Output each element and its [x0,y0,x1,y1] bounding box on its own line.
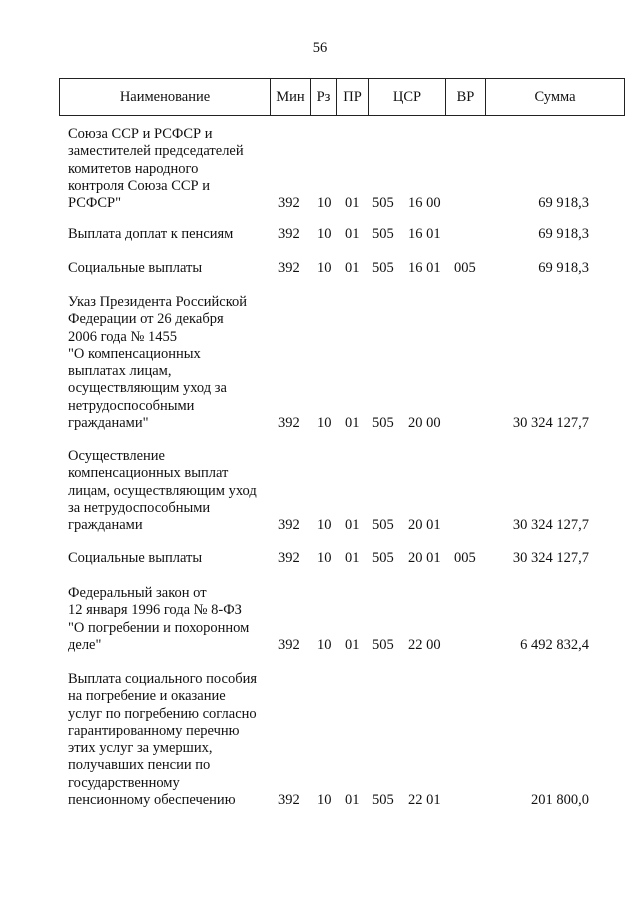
row-rz: 10 [317,550,332,566]
row-pr: 01 [345,550,360,566]
header-sum: Сумма [485,79,625,115]
row-min: 392 [278,792,300,808]
row-rz: 10 [317,637,332,653]
row-name: Социальные выплаты [68,550,203,566]
row-rz: 10 [317,260,332,276]
row-name: Осуществление компенсационных выплат лицам, осуществляющим уход за нетрудоспособными гражданами [68,448,257,534]
row-sum: 69 918,3 [538,260,589,276]
row-name: Социальные выплаты [68,260,203,276]
row-rz: 10 [317,195,332,211]
row-csr-code: 22 00 [408,637,441,653]
row-pr: 01 [345,195,360,211]
row-name: Федеральный закон от 12 января 1996 года № 8-ФЗ "О погребении и похоронном деле" [68,585,250,653]
header-min: Мин [270,79,310,115]
row-name: Выплата доплат к пенсиям [68,226,234,242]
row-sum: 30 324 127,7 [512,517,589,533]
row-pr: 01 [345,226,360,242]
row-csr-code: 20 01 [408,550,441,566]
row-rz: 10 [317,792,332,808]
header-name: Наименование [59,79,270,115]
row-csr-prefix: 505 [372,792,394,808]
row-csr-code: 22 01 [408,792,441,808]
row-pr: 01 [345,260,360,276]
row-sum: 201 800,0 [531,792,589,808]
header-rz: Рз [310,79,336,115]
row-pr: 01 [345,415,360,431]
row-csr-prefix: 505 [372,195,394,211]
header-vr: ВР [445,79,485,115]
row-csr-prefix: 505 [372,415,394,431]
row-rz: 10 [317,226,332,242]
row-csr-code: 20 01 [408,517,441,533]
row-rz: 10 [317,517,332,533]
row-sum: 30 324 127,7 [512,415,589,431]
row-vr: 005 [454,550,476,566]
row-name: Выплата социального пособия на погребение и оказание услуг по погребению согласно гарантированному перечню этих услуг за умерших, получавших пенсии по государственному пенсионному обеспечению [68,671,257,809]
row-name: Указ Президента Российской Федерации от 26 декабря 2006 года № 1455 "О компенсационных выплатах лицам, осуществляющим уход за нетрудоспособными гражданами" [68,294,248,432]
row-csr-prefix: 505 [372,517,394,533]
row-sum: 69 918,3 [538,195,589,211]
row-min: 392 [278,415,300,431]
row-min: 392 [278,195,300,211]
row-name: Союза ССР и РСФСР и заместителей председателей комитетов народного контроля Союза ССР и РСФСР" [68,126,244,212]
row-csr-prefix: 505 [372,637,394,653]
row-csr-code: 16 01 [408,260,441,276]
row-min: 392 [278,517,300,533]
row-vr: 005 [454,260,476,276]
row-csr-prefix: 505 [372,226,394,242]
row-csr-code: 16 01 [408,226,441,242]
row-csr-prefix: 505 [372,260,394,276]
row-csr-prefix: 505 [372,550,394,566]
row-sum: 30 324 127,7 [512,550,589,566]
row-min: 392 [278,550,300,566]
row-pr: 01 [345,792,360,808]
page-number: 56 [312,40,328,56]
row-sum: 6 492 832,4 [520,637,589,653]
row-pr: 01 [345,517,360,533]
row-min: 392 [278,226,300,242]
row-csr-code: 20 00 [408,415,441,431]
header-csr: ЦСР [368,79,445,115]
row-min: 392 [278,260,300,276]
row-csr-code: 16 00 [408,195,441,211]
row-pr: 01 [345,637,360,653]
row-min: 392 [278,637,300,653]
row-rz: 10 [317,415,332,431]
header-pr: ПР [336,79,368,115]
row-sum: 69 918,3 [538,226,589,242]
